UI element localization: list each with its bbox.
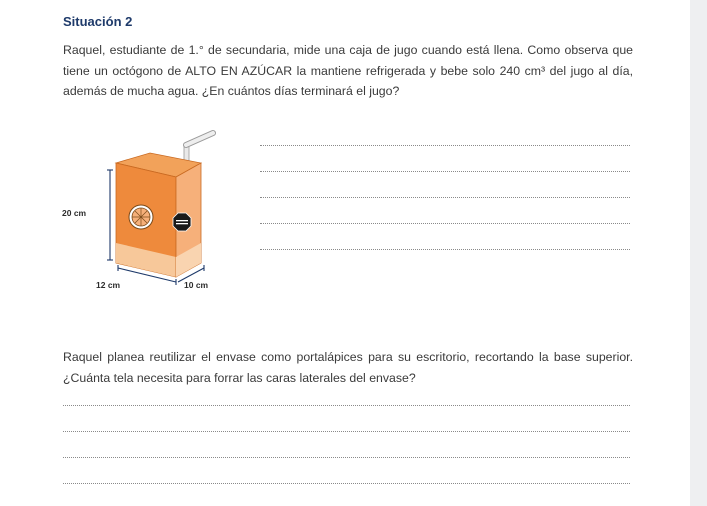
section-title: Situación 2 bbox=[63, 14, 133, 29]
answer-line[interactable] bbox=[260, 223, 630, 224]
problem-statement: Raquel, estudiante de 1.° de secundaria, mide una caja de jugo cuando está llena. Como observa que tiene un octógono de ALTO EN AZÚCAR la mantiene refrigerada y bebe solo 240 cm³ del jugo al día, además de mucha agua. ¿En cuántos días terminará el jugo? bbox=[63, 43, 633, 98]
answer-line[interactable] bbox=[63, 483, 630, 484]
height-label: 20 cm bbox=[62, 208, 87, 218]
answer-line[interactable] bbox=[260, 249, 630, 250]
juice-box-figure bbox=[58, 125, 248, 295]
orange-slice-icon bbox=[129, 205, 153, 229]
answer-line[interactable] bbox=[260, 171, 630, 172]
problem-statement-2: Raquel planea reutilizar el envase como portalápices para su escritorio, recortando la base superior. ¿Cuánta tela necesita para forrar las caras laterales del envase? bbox=[63, 350, 633, 385]
octagon-seal-icon bbox=[173, 213, 191, 231]
height-dimension bbox=[107, 170, 113, 260]
answer-line[interactable] bbox=[63, 431, 630, 432]
answer-line[interactable] bbox=[63, 405, 630, 406]
answer-line[interactable] bbox=[260, 145, 630, 146]
length-label: 12 cm bbox=[96, 280, 121, 290]
scrollbar[interactable] bbox=[690, 0, 707, 506]
answer-line[interactable] bbox=[260, 197, 630, 198]
width-label: 10 cm bbox=[184, 280, 209, 290]
answer-line[interactable] bbox=[63, 457, 630, 458]
